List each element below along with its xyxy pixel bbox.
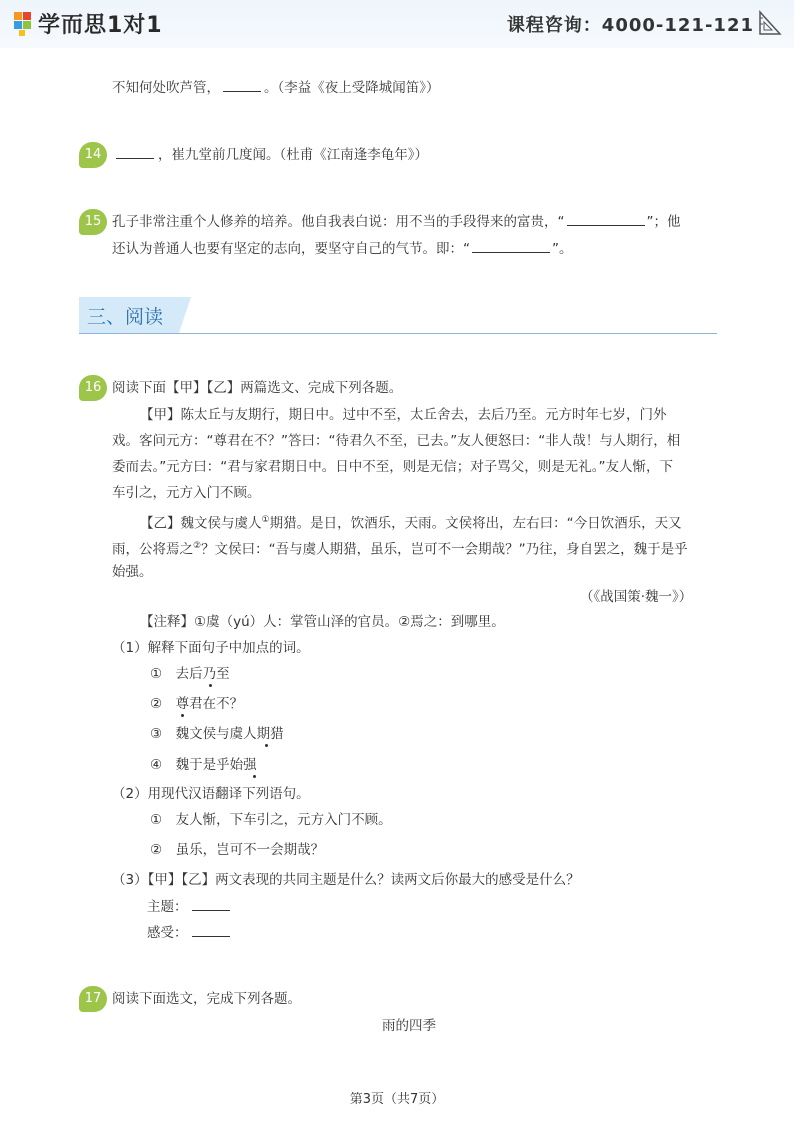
passage-yi-line: [112, 536, 688, 560]
subquestion-1-item: ④ 魏于是乎始强: [150, 757, 257, 773]
passage-jia-line: 委而去。”元方曰：“君与家君期日中。日中不至，则是无信；对子骂父，则是无礼。”友人惭，下: [112, 459, 673, 475]
passage-jia-line: 【甲】陈太丘与友期行，期日中。过中不至，太丘舍去，去后乃至。元方时年七岁，门外: [140, 407, 667, 423]
emphasis-dot: [265, 744, 268, 747]
answer-blank[interactable]: [223, 79, 261, 92]
q13-text: 不知何处吹芦管，: [112, 80, 220, 96]
q15-line1: [112, 212, 681, 232]
subquestion-2-item: ① 友人惭，下车引之，元方入门不顾。: [150, 812, 392, 828]
q15-text-2b: ”。: [552, 241, 573, 257]
brand-logo: [14, 8, 163, 39]
section-divider: [79, 333, 717, 334]
subquestion-1-label: （1）解释下面句子中加点的词。: [112, 640, 310, 656]
passage-yi-text: 【乙】魏文侯与虞人: [140, 515, 262, 532]
passage-yi-line: 始强。: [112, 564, 153, 580]
page-header: [0, 0, 794, 48]
q16-intro: 阅读下面【甲】【乙】两篇选文、完成下列各题。: [112, 380, 403, 396]
q15-text-2a: 还认为普通人也要有坚定的志向，要坚守自己的气节。即：“: [112, 241, 470, 257]
passage-source: （《战国策·魏一》）: [580, 589, 693, 605]
emphasis-dot: [209, 684, 212, 687]
feeling-label: 感受：: [147, 925, 188, 941]
passage-note: 【注释】①虞（yú）人：掌管山泽的官员。②焉之：到哪里。: [140, 614, 505, 630]
theme-answer-line: [147, 897, 230, 917]
passage-yi-text: ？文侯曰：“吾与虞人期猎，虽乐，岂可不一会期哉？”乃往，身自罢之，魏于是乎: [201, 541, 688, 558]
footnote-mark: ①: [261, 515, 270, 525]
passage-yi-line: [140, 510, 682, 534]
q17-passage-title: 雨的四季: [382, 1018, 436, 1034]
subquestion-2-item: ② 虽乐，岂可不一会期哉？: [150, 842, 325, 858]
answer-blank[interactable]: [116, 146, 154, 159]
ruler-icon: [758, 10, 782, 36]
subquestion-1-item: ② 尊君在不？: [150, 696, 244, 712]
question-number-badge: 16: [79, 375, 107, 401]
section-heading: [79, 297, 717, 335]
answer-blank[interactable]: [472, 240, 550, 253]
question-number-badge: 17: [79, 986, 107, 1012]
answer-blank[interactable]: [567, 213, 645, 226]
section-title: 三、阅读: [87, 306, 164, 328]
answer-blank[interactable]: [192, 898, 230, 911]
hotline-text: 课程咨询：4000-121-121: [506, 15, 754, 36]
subquestion-2-label: （2）用现代汉语翻译下列语句。: [112, 786, 310, 802]
subquestion-1-item: ① 去后乃至: [150, 666, 230, 682]
q17-intro: 阅读下面选文，完成下列各题。: [112, 991, 301, 1007]
answer-blank[interactable]: [192, 924, 230, 937]
passage-jia-line: 戏。客问元方：“尊君在不？”答曰：“待君久不至，已去。”友人便怒曰：“非人哉！与人期行，相: [112, 433, 681, 449]
subquestion-1-item: ③ 魏文侯与虞人期猎: [150, 726, 284, 742]
passage-jia-line: 车引之，元方入门不顾。: [112, 485, 261, 501]
q15-text-1b: ”；他: [646, 214, 681, 230]
footnote-mark: ②: [193, 541, 202, 551]
question-number-badge: 15: [79, 209, 107, 235]
brand-mark-icon: [14, 12, 32, 36]
passage-yi-text: 期猎。是日，饮酒乐，天雨。文侯将出，左右曰：“今日饮酒乐，天又: [269, 515, 682, 532]
passage-yi-text: 雨，公将焉之: [112, 541, 193, 558]
theme-label: 主题：: [147, 899, 188, 915]
subquestion-3-label: （3）【甲】【乙】两文表现的共同主题是什么？读两文后你最大的感受是什么？: [112, 872, 580, 888]
page-number: 第3页（共7页）: [349, 1092, 445, 1107]
q13-source: 。（李益《夜上受降城闻笛》）: [264, 80, 440, 96]
emphasis-dot: [253, 775, 256, 778]
q15-text-1a: 孔子非常注重个人修养的培养。他自我表白说：用不当的手段得来的富贵，“: [112, 214, 565, 230]
q14-line: [116, 145, 428, 165]
brand-name: 学而思1对1: [38, 13, 163, 38]
emphasis-dot: [181, 714, 184, 717]
q15-line2: [112, 239, 573, 259]
feeling-answer-line: [147, 923, 230, 943]
question-number-badge: 14: [79, 142, 107, 168]
q13-line: [112, 78, 440, 98]
q14-text: ，崔九堂前几度闻。（杜甫《江南逢李龟年》）: [158, 147, 428, 163]
